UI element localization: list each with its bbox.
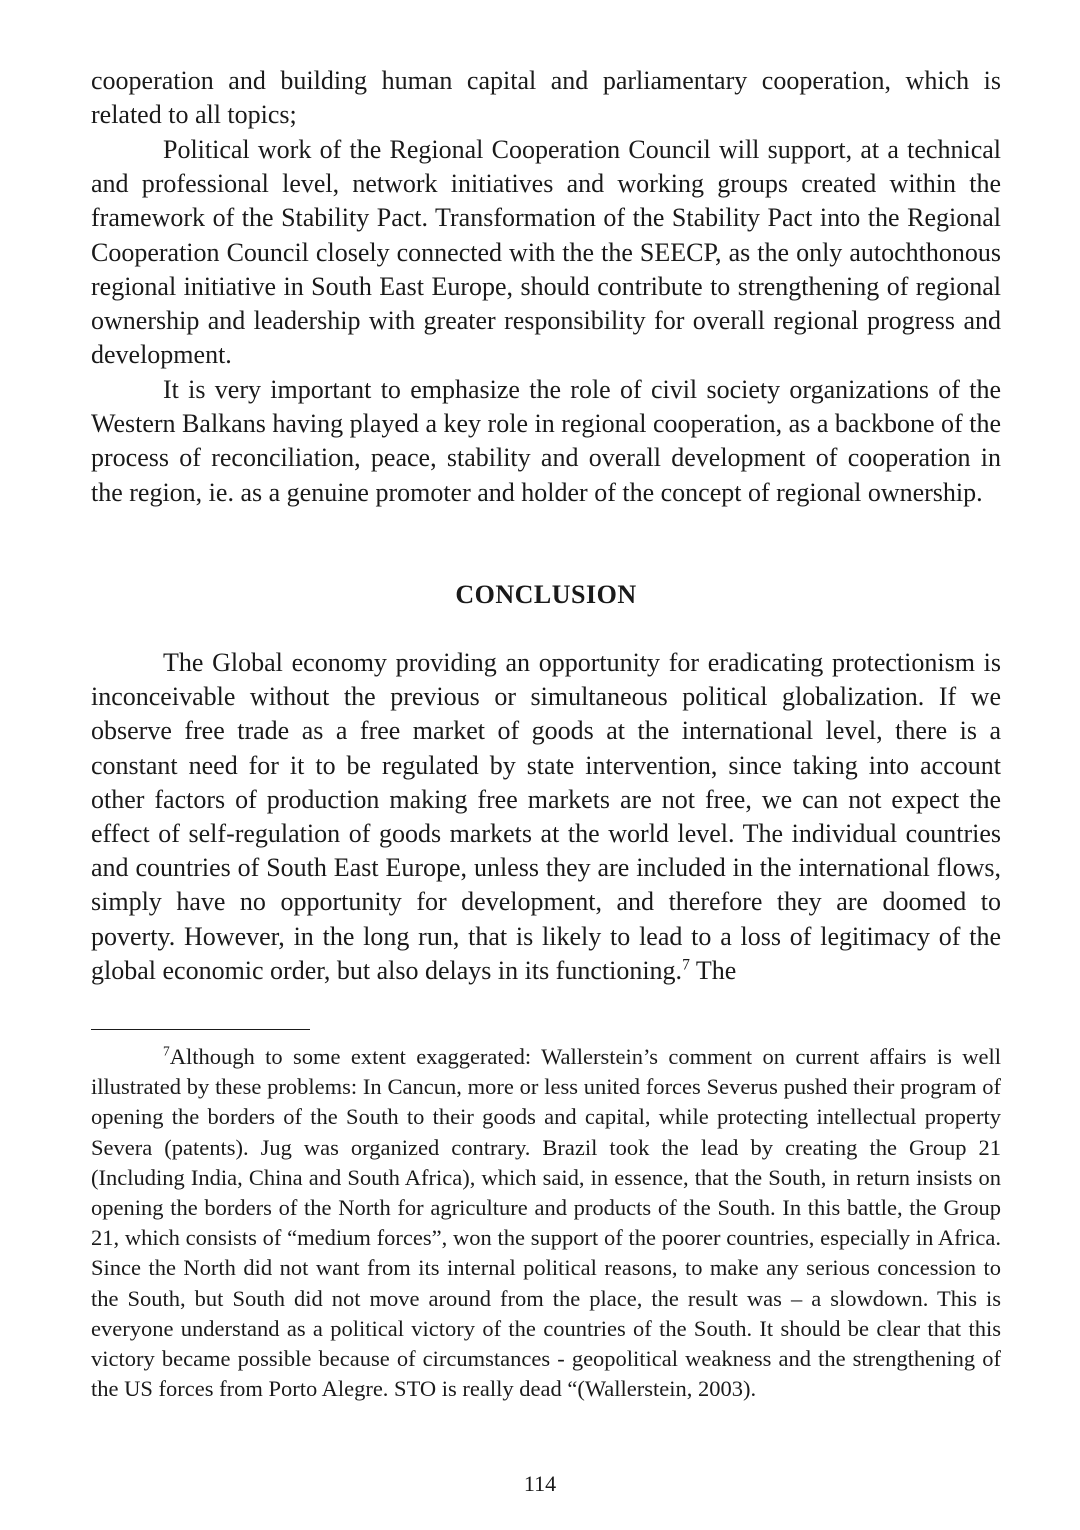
paragraph-conclusion bbox=[91, 646, 1001, 988]
paragraph-regional-cooperation-council: Political work of the Regional Cooperation Council will support, at a technical and professional level, network initiatives and working groups created within the framework of the Stability Pact. Transformation of the Stability Pact into the Regional Cooperation Council closely connected with the the SEECP, as the only autochthonous regional initiative in South East Europe, should contribute to strengthening of regional ownership and leadership with greater responsibility for overall regional progress and development. bbox=[91, 135, 1001, 370]
section-heading: CONCLUSION bbox=[455, 580, 637, 609]
conclusion-text-tail: The bbox=[689, 955, 737, 985]
footnote-text: Although to some extent exaggerated: Wallerstein’s comment on current affairs is well illustrated by these problems: In Cancun, more or less united forces Severus pushed their program of opening the borders of the South to their goods and capital, while protecting intellectual property Severa (patents). Jug was organized contrary. Brazil took the lead by creating the Group 21 (Including India, China and South Africa), which said, in essence, that the South, in return insists on opening the borders of the North for agriculture and products of the South. In this battle, the Group 21, which consists of “medium forces”, won the support of the poorer countries, especially in Africa. Since the North did not want from its internal political reasons, to make any serious concession to the South, but South did not move around from the place, the result was – a slowdown. This is everyone understand as a political victory of the countries of the South. It should be clear that this victory became possible because of circumstances - geopolitical weakness and the strengthening of the US forces from Porto Alegre. STO is really dead “(Wallerstein, 2003). bbox=[91, 1044, 1001, 1402]
footnote-separator bbox=[91, 1029, 310, 1030]
paragraph-continuation: cooperation and building human capital and parliamentary cooperation, which is related to all topics; bbox=[91, 66, 1001, 130]
footnote-reference[interactable]: 7 bbox=[682, 956, 690, 974]
paragraph-civil-society: It is very important to emphasize the role of civil society organizations of the Western Balkans having played a key role in regional cooperation, as a backbone of the process of reconciliation, peace, stability and overall development of cooperation in the region, ie. as a genuine promoter and holder of the concept of regional ownership. bbox=[91, 375, 1001, 507]
footnote-number: 7 bbox=[163, 1043, 170, 1059]
conclusion-text: The Global economy providing an opportunity for eradicating protectionism is inconceivable without the previous or simultaneous political globalization. If we observe free trade as a free market of goods at the international level, there is a constant need for it to be regulated by state intervention, since taking into account other factors of production making free markets are not free, we can not expect the effect of self-regulation of goods markets at the world level. The individual countries and countries of South East Europe, unless they are included in the international flows, simply have no opportunity for development, and therefore they are doomed to poverty. However, in the long run, that is likely to lead to a loss of legitimacy of the global economic order, but also delays in its functioning. bbox=[91, 648, 1001, 985]
page-number: 114 bbox=[523, 1471, 557, 1496]
footnote bbox=[91, 1042, 1001, 1404]
